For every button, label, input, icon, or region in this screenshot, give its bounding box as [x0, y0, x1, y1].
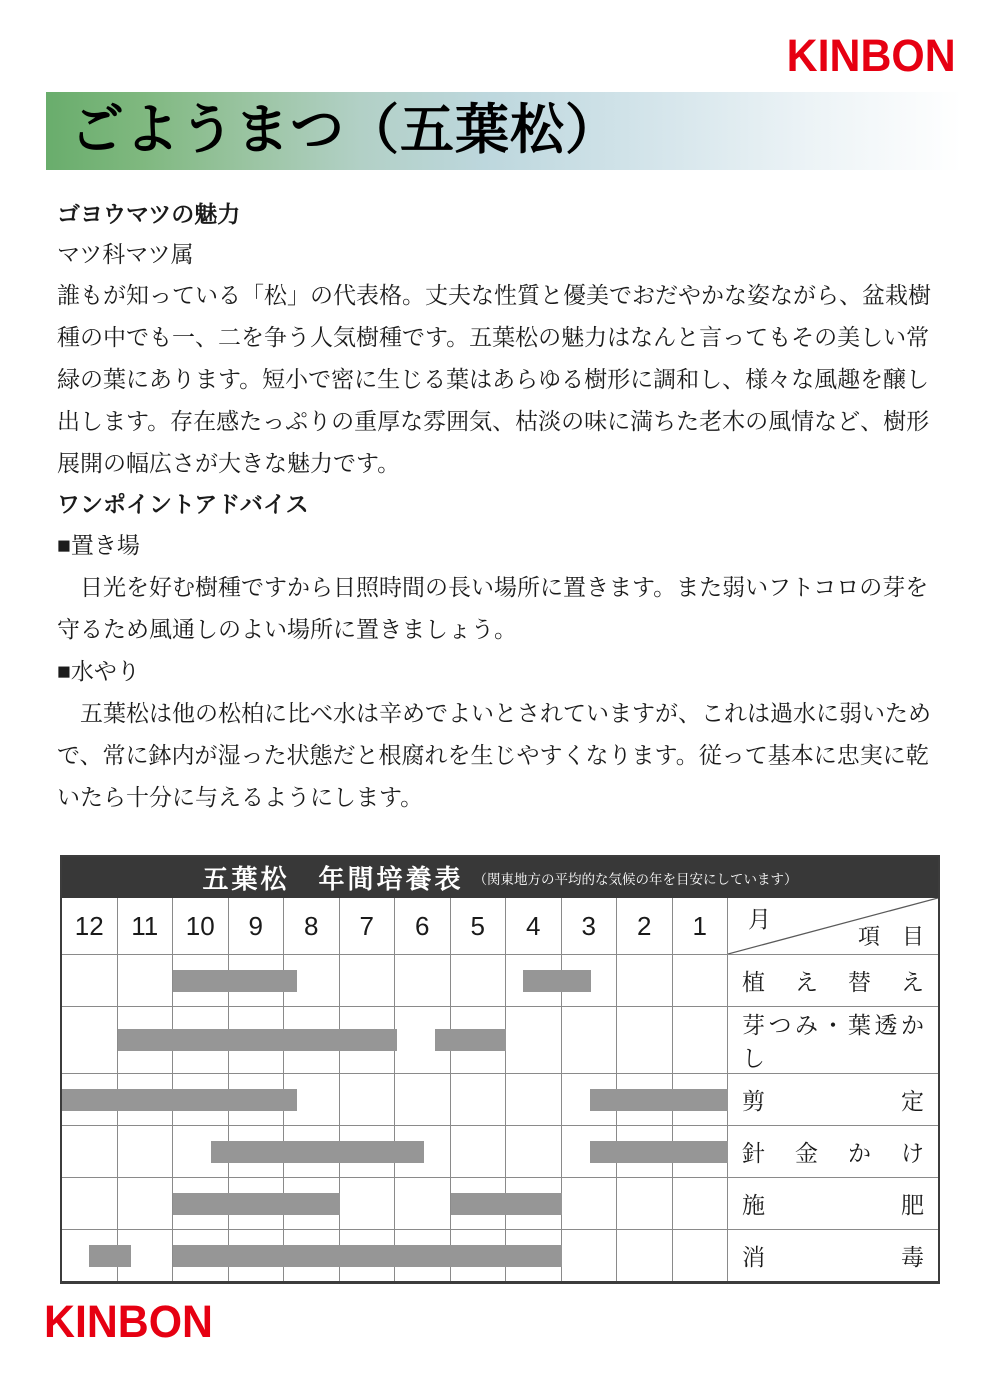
grid-cell — [451, 955, 507, 1006]
table-note: （関東地方の平均的な気候の年を目安にしています） — [473, 871, 798, 887]
grid-cell — [340, 1074, 396, 1125]
month-cell: 11 — [118, 898, 174, 954]
month-cell: 5 — [451, 898, 507, 954]
corner-cell — [728, 898, 938, 954]
corner-month-label: 月 — [748, 906, 771, 932]
corner-item-label: 項 目 — [857, 924, 924, 949]
grid-cell — [451, 1126, 507, 1177]
row-label: 芽つみ・葉透かし — [742, 1012, 924, 1071]
month-grid — [62, 1126, 728, 1177]
grid-cell — [62, 1126, 118, 1177]
grid-cell — [617, 1178, 673, 1229]
grid-cell — [673, 955, 729, 1006]
activity-bar — [451, 1193, 562, 1215]
activity-bar — [590, 1089, 728, 1111]
advice-section-heading-placement: ■置き場 — [57, 532, 140, 558]
month-cell: 3 — [562, 898, 618, 954]
table-row — [62, 1073, 938, 1125]
intro-line: 種の中でも一、二を争う人気樹種です。五葉松の魅力はなんと言ってもその美しい常 — [57, 324, 930, 350]
month-cell: 10 — [173, 898, 229, 954]
row-label: 植え替え — [742, 969, 924, 995]
grid-cell — [395, 1074, 451, 1125]
table-row — [62, 1229, 938, 1281]
advice-line: いたら十分に与えるようにします。 — [57, 784, 424, 810]
table-row — [62, 1006, 938, 1073]
month-cell: 2 — [617, 898, 673, 954]
activity-bar — [523, 970, 591, 992]
month-cell: 1 — [673, 898, 729, 954]
grid-cell — [62, 955, 118, 1006]
row-label: 施肥 — [742, 1192, 924, 1218]
grid-cell — [340, 955, 396, 1006]
activity-bar — [173, 1193, 340, 1215]
activity-bar — [590, 1141, 728, 1163]
advice-line: 日光を好む樹種ですから日照時間の長い場所に置きます。また弱いフトコロの芽を — [57, 574, 929, 600]
body-text — [57, 194, 945, 818]
grid-cell — [562, 1178, 618, 1229]
grid-cell — [118, 955, 174, 1006]
month-header-row — [62, 898, 938, 954]
grid-cell — [673, 1007, 729, 1073]
month-cell: 4 — [506, 898, 562, 954]
month-cell: 12 — [62, 898, 118, 954]
grid-cell — [506, 1126, 562, 1177]
month-grid — [62, 1007, 728, 1073]
advice-line: 五葉松は他の松柏に比べ水は辛めでよいとされていますが、これは過水に弱いため — [57, 700, 931, 726]
month-cell: 7 — [340, 898, 396, 954]
grid-cell — [562, 1007, 618, 1073]
row-label: 消毒 — [742, 1244, 924, 1270]
grid-cell — [395, 1178, 451, 1229]
month-grid — [62, 1178, 728, 1229]
advice-section-heading-watering: ■水やり — [57, 658, 140, 684]
cultivation-calendar-table — [60, 855, 940, 1284]
grid-cell — [395, 955, 451, 1006]
intro-subheading: マツ科マツ属 — [57, 241, 194, 267]
grid-cell — [340, 1178, 396, 1229]
month-cell: 6 — [395, 898, 451, 954]
intro-line: 展開の幅広さが大きな魅力です。 — [57, 450, 401, 476]
activity-bar — [173, 1245, 562, 1267]
month-cells — [62, 898, 728, 954]
grid-cell — [617, 1230, 673, 1281]
grid-cell — [562, 1230, 618, 1281]
intro-line: 誰もが知っている「松」の代表格。丈夫な性質と優美でおだやかな姿ながら、盆栽樹 — [57, 282, 931, 308]
grid-cell — [617, 1007, 673, 1073]
row-label: 針金かけ — [742, 1140, 924, 1166]
grid-cell — [673, 1230, 729, 1281]
month-grid — [62, 1230, 728, 1281]
activity-bar — [435, 1029, 506, 1051]
activity-bar — [118, 1029, 397, 1051]
grid-cell — [62, 1178, 118, 1229]
grid-cell — [451, 1074, 507, 1125]
month-grid — [62, 1074, 728, 1125]
month-cell: 8 — [284, 898, 340, 954]
advice-line: 守るため風通しのよい場所に置きましょう。 — [57, 616, 517, 642]
intro-line: 緑の葉にあります。短小で密に生じる葉はあらゆる樹形に調和し、様々な風趣を醸し — [57, 366, 930, 392]
grid-cell — [617, 955, 673, 1006]
grid-cell — [118, 1126, 174, 1177]
table-header — [62, 857, 938, 898]
activity-bar — [173, 970, 297, 992]
grid-cell — [506, 1007, 562, 1073]
activity-bar — [62, 1089, 297, 1111]
table-row — [62, 1125, 938, 1177]
intro-line: 出します。存在感たっぷりの重厚な雰囲気、枯淡の味に満ちた老木の風情など、樹形 — [57, 408, 930, 434]
advice-heading: ワンポイントアドバイス — [57, 491, 309, 517]
row-label: 剪定 — [742, 1088, 924, 1114]
month-cell: 9 — [229, 898, 285, 954]
table-rows — [62, 954, 938, 1281]
activity-bar — [89, 1245, 131, 1267]
table-row — [62, 1177, 938, 1229]
kinbon-logo-top: KINBON — [787, 30, 956, 81]
grid-cell — [506, 1074, 562, 1125]
month-grid — [62, 955, 728, 1006]
title-banner — [46, 92, 1000, 170]
table-title: 五葉松 年間培養表 — [202, 865, 464, 894]
page-title: ごようまつ（五葉松） — [70, 100, 620, 160]
activity-bar — [211, 1141, 424, 1163]
intro-heading: ゴヨウマツの魅力 — [57, 201, 241, 227]
kinbon-logo-bottom: KINBON — [44, 1296, 213, 1347]
grid-cell — [62, 1007, 118, 1073]
advice-line: で、常に鉢内が湿った状態だと根腐れを生じやすくなります。従って基本に忠実に乾 — [57, 742, 929, 768]
table-row — [62, 954, 938, 1006]
grid-cell — [673, 1178, 729, 1229]
grid-cell — [118, 1178, 174, 1229]
